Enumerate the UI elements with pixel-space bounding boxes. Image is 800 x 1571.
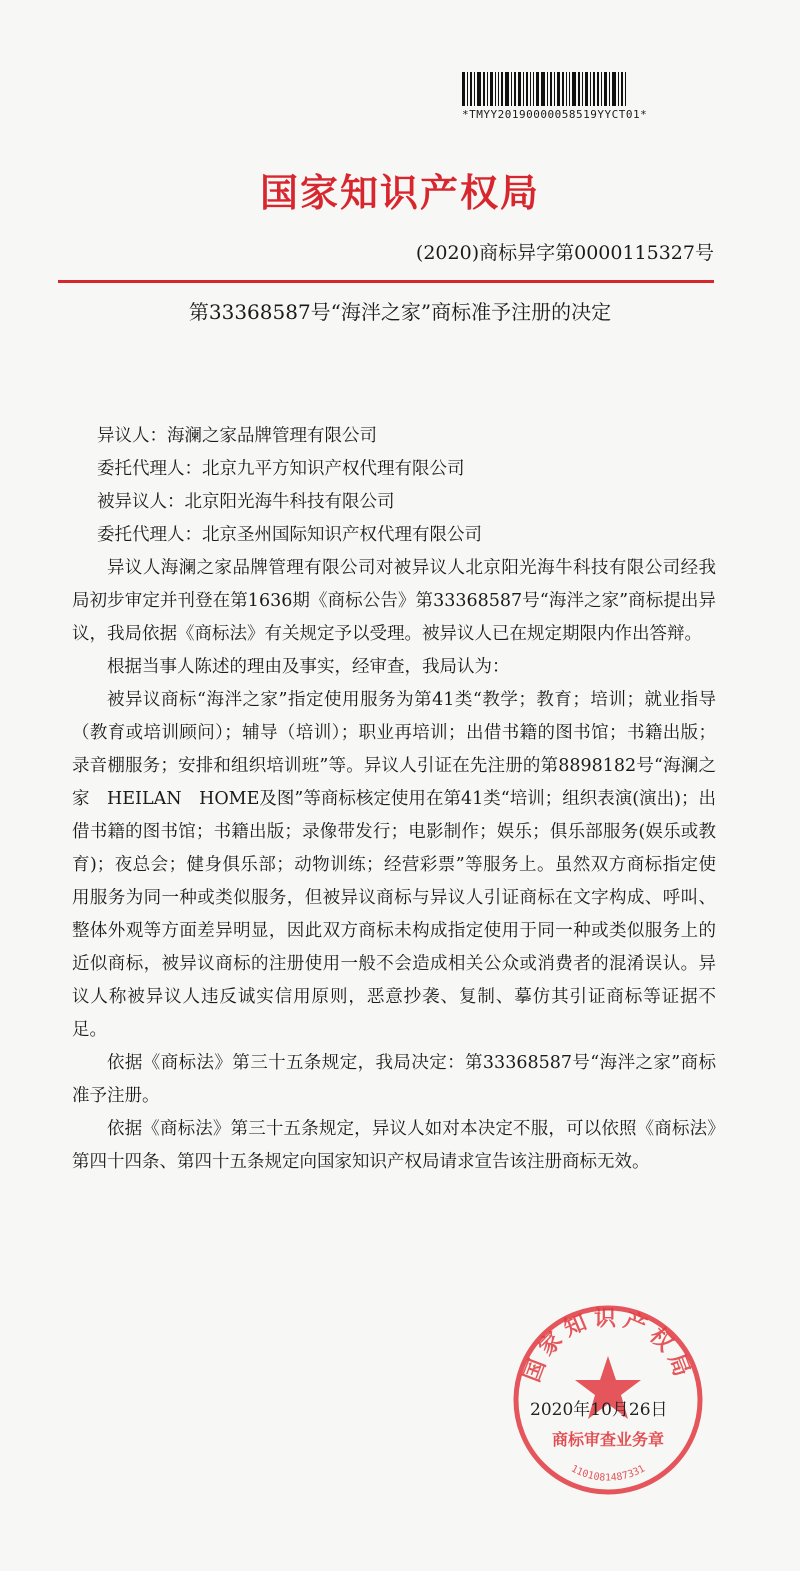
party-opponent: 异议人：海澜之家品牌管理有限公司	[97, 426, 377, 446]
party-opponent-agent: 委托代理人：北京九平方知识产权代理有限公司	[97, 459, 465, 479]
barcode	[462, 72, 702, 121]
paragraph-reasoning: 被异议商标“海泮之家”指定使用服务为第41类“教学；教育；培训；就业指导（教育或培训顾问）；辅导（培训）；职业再培训；出借书籍的图书馆；书籍出版；录音棚服务；安排和组织培训班”等。异议人引证在先注册的第8898182号“海澜之家 HEILAN HOME及图”等商标核定使用在第41类“培训；组织表演(演出)；出借书籍的图书馆；书籍出版；录像带发行；电影制作；娱乐；俱乐部服务(娱乐或教育)；夜总会；健身俱乐部；动物训练；经营彩票”等服务上。虽然双方商标指定使用服务为同一种或类似服务，但被异议商标与异议人引证商标在文字构成、呼叫、整体外观等方面差异明显，因此双方商标未构成指定使用于同一种或类似服务上的近似商标，被异议商标的注册使用一般不会造成相关公众或消费者的混淆误认。异议人称被异议人违反诚实信用原则，恶意抄袭、复制、摹仿其引证商标等证据不足。	[72, 690, 716, 1040]
party-respondent-agent: 委托代理人：北京圣州国际知识产权代理有限公司	[97, 525, 482, 545]
red-divider	[58, 280, 714, 283]
decision-date: 2020年10月26日	[530, 1400, 668, 1420]
party-respondent: 被异议人：北京阳光海牛科技有限公司	[97, 492, 395, 512]
barcode-bars	[462, 72, 702, 106]
org-title: 国家知识产权局	[259, 170, 540, 215]
paragraph-decision: 依据《商标法》第三十五条规定，我局决定：第33368587号“海泮之家”商标准予注册。	[72, 1053, 716, 1106]
svg-text:1101081487331: 1101081487331	[569, 1463, 647, 1484]
decision-title: 第33368587号“海泮之家”商标准予注册的决定	[188, 300, 612, 324]
document-body	[72, 420, 716, 1179]
paragraph-background: 异议人海澜之家品牌管理有限公司对被异议人北京阳光海牛科技有限公司经我局初步审定并刊登在第1636期《商标公告》第33368587号“海泮之家”商标提出异议，我局依据《商标法》有关规定予以受理。被异议人已在规定期限内作出答辩。	[72, 558, 716, 644]
paragraph-remedy: 依据《商标法》第三十五条规定，异议人如对本决定不服，可以依照《商标法》第四十四条、第四十五条规定向国家知识产权局请求宣告该注册商标无效。	[72, 1119, 716, 1172]
document-number: (2020)商标异字第0000115327号	[415, 242, 714, 264]
paragraph-review-intro: 根据当事人陈述的理由及事实，经审查，我局认为：	[107, 657, 510, 677]
svg-text:商标审查业务章: 商标审查业务章	[551, 1430, 665, 1449]
svg-text:国家知识产权局: 国家知识产权局	[519, 1306, 697, 1386]
barcode-text: *TMYY20190000058519YYCT01*	[462, 108, 648, 121]
